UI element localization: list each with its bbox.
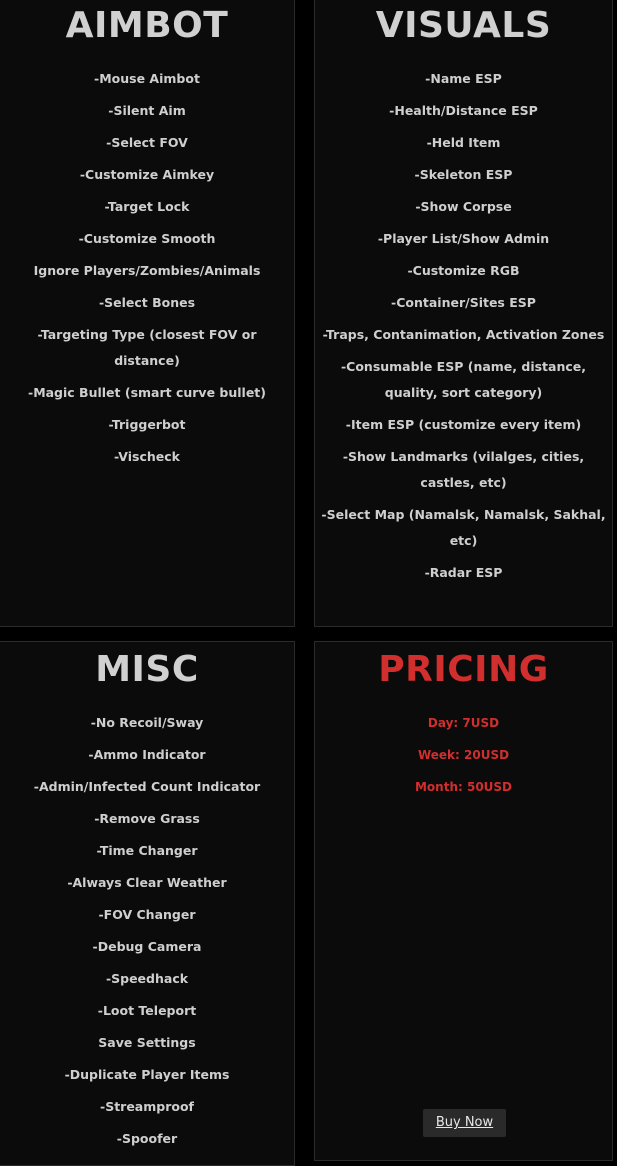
feature-item: -Loot Teleport xyxy=(97,1003,197,1018)
feature-item: -Silent Aim xyxy=(108,103,186,118)
feature-item: -Select Map (Namalsk, Namalsk, Sakhal, etc) xyxy=(321,507,606,548)
feature-item: -Held Item xyxy=(426,135,501,150)
feature-item: -Select Bones xyxy=(98,295,196,310)
feature-item: -Speedhack xyxy=(105,971,189,986)
feature-item: -Container/Sites ESP xyxy=(391,295,536,310)
price-month: Month: 50USD xyxy=(414,780,513,794)
feature-item: -Vischeck xyxy=(114,449,180,464)
feature-item: -Spoofer xyxy=(116,1131,178,1146)
feature-item: -Select FOV xyxy=(106,135,188,150)
visuals-title: VISUALS xyxy=(375,5,552,46)
feature-item: -Player List/Show Admin xyxy=(377,231,550,246)
aimbot-panel xyxy=(0,0,295,627)
feature-item: -Health/Distance ESP xyxy=(389,103,538,118)
feature-item: -Show Corpse xyxy=(415,199,512,214)
feature-item: -Targeting Type (closest FOV or distance) xyxy=(37,327,257,368)
feature-item: Save Settings xyxy=(98,1035,196,1050)
misc-feature-list xyxy=(0,710,294,1152)
pricing-title: PRICING xyxy=(378,649,549,690)
visuals-panel xyxy=(314,0,613,627)
misc-panel xyxy=(0,641,295,1166)
pricing-panel xyxy=(314,641,613,1161)
feature-item: -Magic Bullet (smart curve bullet) xyxy=(28,385,266,400)
feature-item: -FOV Changer xyxy=(98,907,196,922)
aimbot-title: AIMBOT xyxy=(65,5,229,46)
feature-item: -Customize Smooth xyxy=(78,231,216,246)
feature-item: -Admin/Infected Count Indicator xyxy=(33,779,261,794)
feature-item: -Customize RGB xyxy=(407,263,520,278)
buy-now-button[interactable]: Buy Now xyxy=(423,1109,506,1137)
feature-item: -Customize Aimkey xyxy=(79,167,215,182)
misc-title: MISC xyxy=(95,649,199,690)
feature-item: -No Recoil/Sway xyxy=(90,715,204,730)
price-week: Week: 20USD xyxy=(417,748,510,762)
feature-item: -Item ESP (customize every item) xyxy=(345,417,582,432)
aimbot-feature-list xyxy=(0,66,294,470)
feature-item: -Target Lock xyxy=(104,199,190,214)
feature-item: -Duplicate Player Items xyxy=(64,1067,230,1082)
visuals-feature-list xyxy=(315,66,612,586)
price-day: Day: 7USD xyxy=(427,716,500,730)
feature-item: -Ammo Indicator xyxy=(88,747,206,762)
feature-item: -Debug Camera xyxy=(92,939,202,954)
feature-item: -Consumable ESP (name, distance, quality, sort category) xyxy=(340,359,587,400)
feature-item: -Name ESP xyxy=(425,71,502,86)
feature-item: -Show Landmarks (vilalges, cities, castles, etc) xyxy=(342,449,585,490)
feature-item: -Triggerbot xyxy=(108,417,186,432)
feature-item: -Radar ESP xyxy=(424,565,503,580)
feature-item: -Remove Grass xyxy=(94,811,200,826)
feature-item: -Mouse Aimbot xyxy=(94,71,200,86)
feature-item: -Streamproof xyxy=(100,1099,194,1114)
feature-item: -Traps, Contanimation, Activation Zones xyxy=(322,327,605,342)
price-list xyxy=(315,710,612,800)
feature-item: -Always Clear Weather xyxy=(67,875,227,890)
feature-item: Ignore Players/Zombies/Animals xyxy=(33,263,261,278)
feature-item: -Time Changer xyxy=(96,843,198,858)
feature-item: -Skeleton ESP xyxy=(414,167,513,182)
